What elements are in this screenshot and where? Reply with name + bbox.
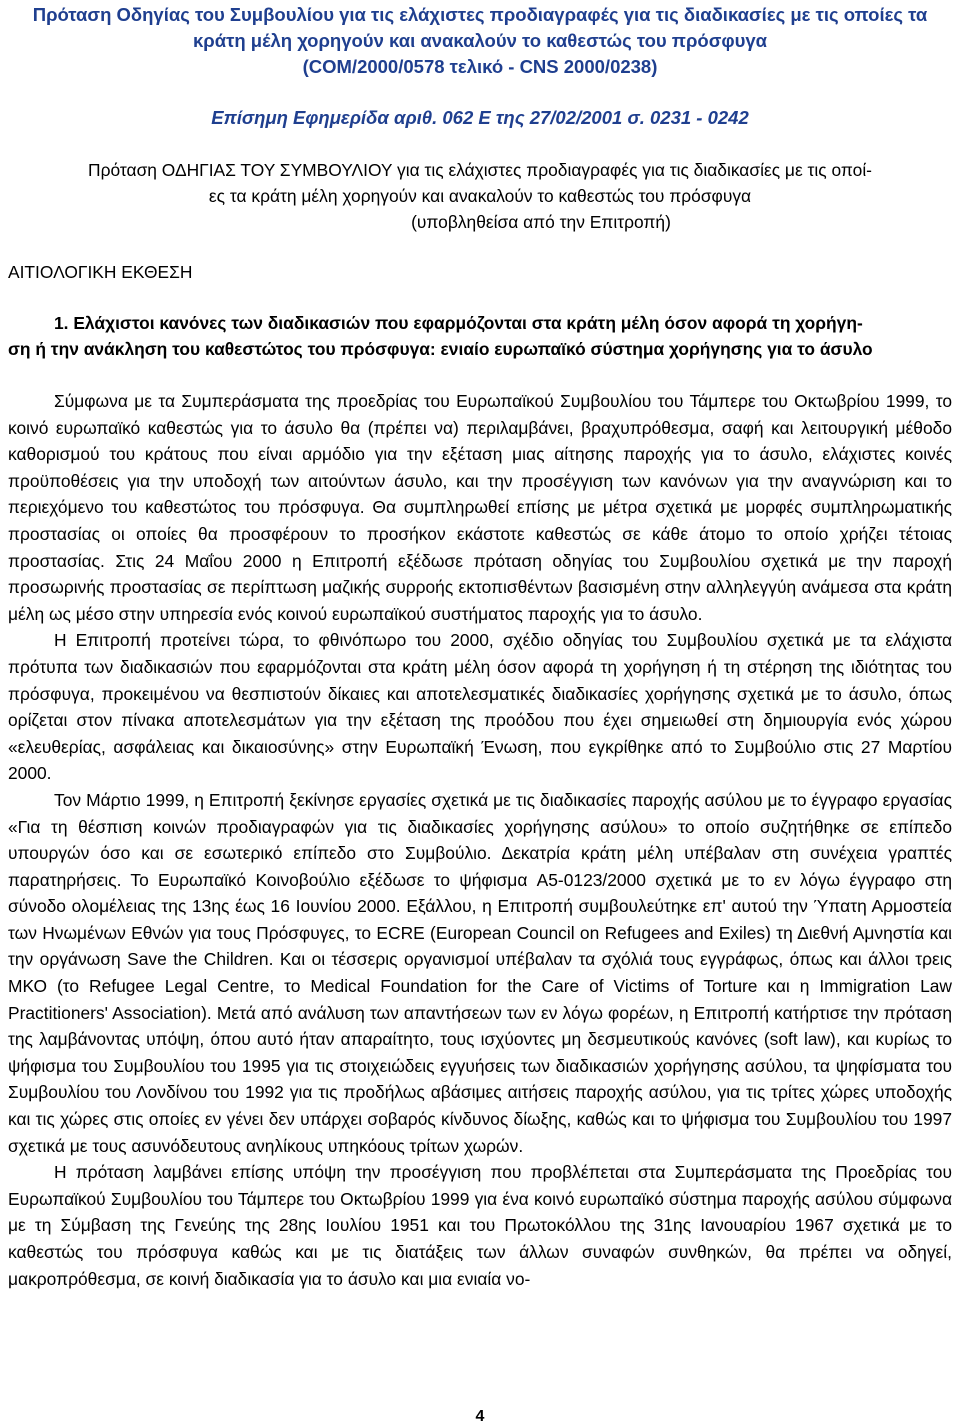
paragraph-2: Η Επιτροπή προτείνει τώρα, το φθινόπωρο του 2000, σχέδιο οδηγίας του Συμβουλίου σχετικά με τα ελάχιστα πρότυπα των διαδικασιών που εφαρμόζονται στα κράτη μέλη όσον αφορά τη χορήγηση ή τη στέρηση της ιδιότητας του πρόσφυγα, προκειμένου να θεσπιστούν δίκαιες και αποτελεσματικές διαδικασίες χορήγησης σχετικά με το άσυλο, όπως ορίζεται στον πίνακα αποτελεσμάτων για την εξέταση της προόδου που έχει σημειωθεί στη δημιουργία ενός χώρου «ελευθερίας, ασφάλειας και δικαιοσύνης» στην Ευρωπαϊκή Ένωση, που εγκρίθηκε από το Συμβούλιο στις 27 Μαρτίου 2000. bbox=[8, 630, 952, 784]
section-heading: ΑΙΤΙΟΛΟΓΙΚΗ ΕΚΘΕΣΗ bbox=[8, 262, 193, 282]
point-heading-line1: 1. Ελάχιστοι κανόνες των διαδικασιών που εφαρμόζονται στα κράτη μέλη όσον αφορά τη χορήγη- bbox=[54, 313, 863, 333]
body-text bbox=[8, 388, 952, 1292]
paragraph-1: Σύμφωνα με τα Συμπεράσματα της προεδρίας του Ευρωπαϊκού Συμβουλίου του Τάμπερε του Οκτωβρίου 1999, το κοινό ευρωπαϊκό καθεστώς για το άσυλο θα (πρέπει να) περιλαμβάνει, βραχυπρόθεσμα, σαφή και λειτουργική μέθοδο καθορισμού του κράτους που είναι αρμόδιο για την εξέταση μιας αίτησης παροχής για το άσυλο, ελάχιστες κοινές προϋποθέσεις για την υποδοχή των αιτούντων άσυλο, και την προσέγγιση των κανόνων για την αναγνώριση και το περιεχόμενο του καθεστώτος του πρόσφυγα. Θα συμπληρωθεί επίσης με μέτρα σχετικά με μορφές συμπληρωματικής προστασίας οι οποίες θα προσφέρουν το προσήκον εκάστοτε καθεστώς σε κάθε άτομο το οποίο χρήζει τέτοιας προστασίας. Στις 24 Μαΐου 2000 η Επιτροπή εξέδωσε πρόταση οδηγίας του Συμβουλίου σχετικά με την παροχή προσωρινής προστασίας σε περίπτωση μαζικής συρροής εκτοπισθέντων βασισμένη στην αλληλεγγύη ανάμεσα στα κράτη μέλη ως μέσο στην υπηρεσία ενός κοινού ευρωπαϊκού συστήματος παροχής για το άσυλο. bbox=[8, 391, 952, 624]
paragraph-3: Τον Μάρτιο 1999, η Επιτροπή ξεκίνησε εργασίες σχετικά με τις διαδικασίες παροχής ασύλου με το έγγραφο εργασίας «Για τη θέσπιση κοινών προδιαγραφών για τις διαδικασίες χορήγησης ασύλου» το οποίο συζητήθηκε σε επίπεδο υπουργών όσο και σε εσωτερικό επίπεδο στο Συμβούλιο. Δεκατρία κράτη μέλη υπέβαλαν στη συνέχεια γραπτές παρατηρήσεις. Το Ευρωπαϊκό Κοινοβούλιο εξέδωσε το ψήφισμα A5-0123/2000 σχετικά με το εν λόγω έγγραφο στη σύνοδο ολομέλειας της 13ης έως 16 Ιουνίου 2000. Εξάλλου, η Επιτροπή συμβουλεύτηκε επ' αυτού την Ύπατη Αρμοστεία των Ηνωμένων Εθνών για τους Πρόσφυγες, το ECRE (European Council on Refugees and Exiles) τη Διεθνή Αμνηστία και την οργάνωση Save the Children. Και οι τέσσερις οργανισμοί υπέβαλαν τα σχόλιά τους εγγράφως, όπως και άλλοι τρεις ΜΚΟ (το Refugee Legal Centre, το Medical Foundation for the Care of Victims of Torture και η Immigration Law Practitioners' Association). Μετά από ανάλυση των απαντήσεων των εν λόγω φορέων, η Επιτροπή κατήρτισε την πρόταση της λαμβάνοντας υπόψη, όπου αυτό ήταν απαραίτητο, τους ισχύοντες μη δεσμευτικούς κανόνες (soft law), και κυρίως το ψήφισμα του Συμβουλίου του 1995 για τις στοιχειώδεις εγγυήσεις των διαδικασιών χορήγησης ασύλου, τα ψηφίσματα του Συμβουλίου του Λονδίνου του 1992 για τις προδήλως αβάσιμες αιτήσεις παροχής ασύλου, για τις τρίτες χώρες υποδοχής και τις χώρες στις οποίες εν γένει δεν υπάρχει σοβαρός κίνδυνος δίωξης, καθώς και το ψήφισμα του Συμβουλίου του 1997 σχετικά με τους ασυνόδευτους ανηλίκους υπηκόους τρίτων χωρών. bbox=[8, 789, 952, 1156]
point-heading bbox=[8, 310, 952, 362]
document-title-line3: (COM/2000/0578 τελικό - CNS 2000/0238) bbox=[302, 56, 658, 77]
proposal-title bbox=[8, 157, 952, 235]
page-number: 4 bbox=[475, 1408, 485, 1425]
proposal-title-line1: Πρόταση ΟΔΗΓΙΑΣ ΤΟΥ ΣΥΜΒΟΥΛΙΟΥ για τις ελάχιστες προδιαγραφές για τις διαδικασίες με τις οποί- bbox=[88, 160, 872, 180]
gazette-reference: Επίσημη Εφημερίδα αριθ. 062 E της 27/02/2001 σ. 0231 - 0242 bbox=[211, 107, 749, 128]
document-title bbox=[8, 2, 952, 80]
document-title-line1: Πρόταση Οδηγίας του Συμβουλίου για τις ελάχιστες προδιαγραφές για τις διαδικασίες με τις οποίες τα bbox=[32, 4, 928, 25]
document-title-line2: κράτη μέλη χορηγούν και ανακαλούν το καθεστώς του πρόσφυγα bbox=[192, 30, 768, 51]
document-page bbox=[8, 2, 952, 1292]
point-heading-line2: ση ή την ανάκληση του καθεστώτος του πρόσφυγα: ενιαίο ευρωπαϊκό σύστημα χορήγησης για το άσυλο bbox=[8, 339, 873, 359]
proposal-submitted-by: (υποβληθείσα από την Επιτροπή) bbox=[411, 212, 671, 232]
proposal-title-line2: ες τα κράτη μέλη χορηγούν και ανακαλούν το καθεστώς του πρόσφυγα bbox=[208, 186, 752, 206]
paragraph-4: Η πρόταση λαμβάνει επίσης υπόψη την προσέγγιση που προβλέπεται στα Συμπεράσματα της Προεδρίας του Ευρωπαϊκού Συμβουλίου του Τάμπερε του Οκτωβρίου 1999 για ένα κοινό ευρωπαϊκό σύστημα παροχής ασύλου σύμφωνα με τη Σύμβαση της Γενεύης της 28ης Ιουλίου 1951 και του Πρωτοκόλλου της 31ης Ιανουαρίου 1967 σχετικά με το καθεστώς του πρόσφυγα καθώς και με τις διατάξεις των άλλων συναφών συνθηκών, θα πρέπει να οδηγεί, μακροπρόθεσμα, σε κοινή διαδικασία για το άσυλο και μια ενιαία νο- bbox=[8, 1162, 952, 1289]
